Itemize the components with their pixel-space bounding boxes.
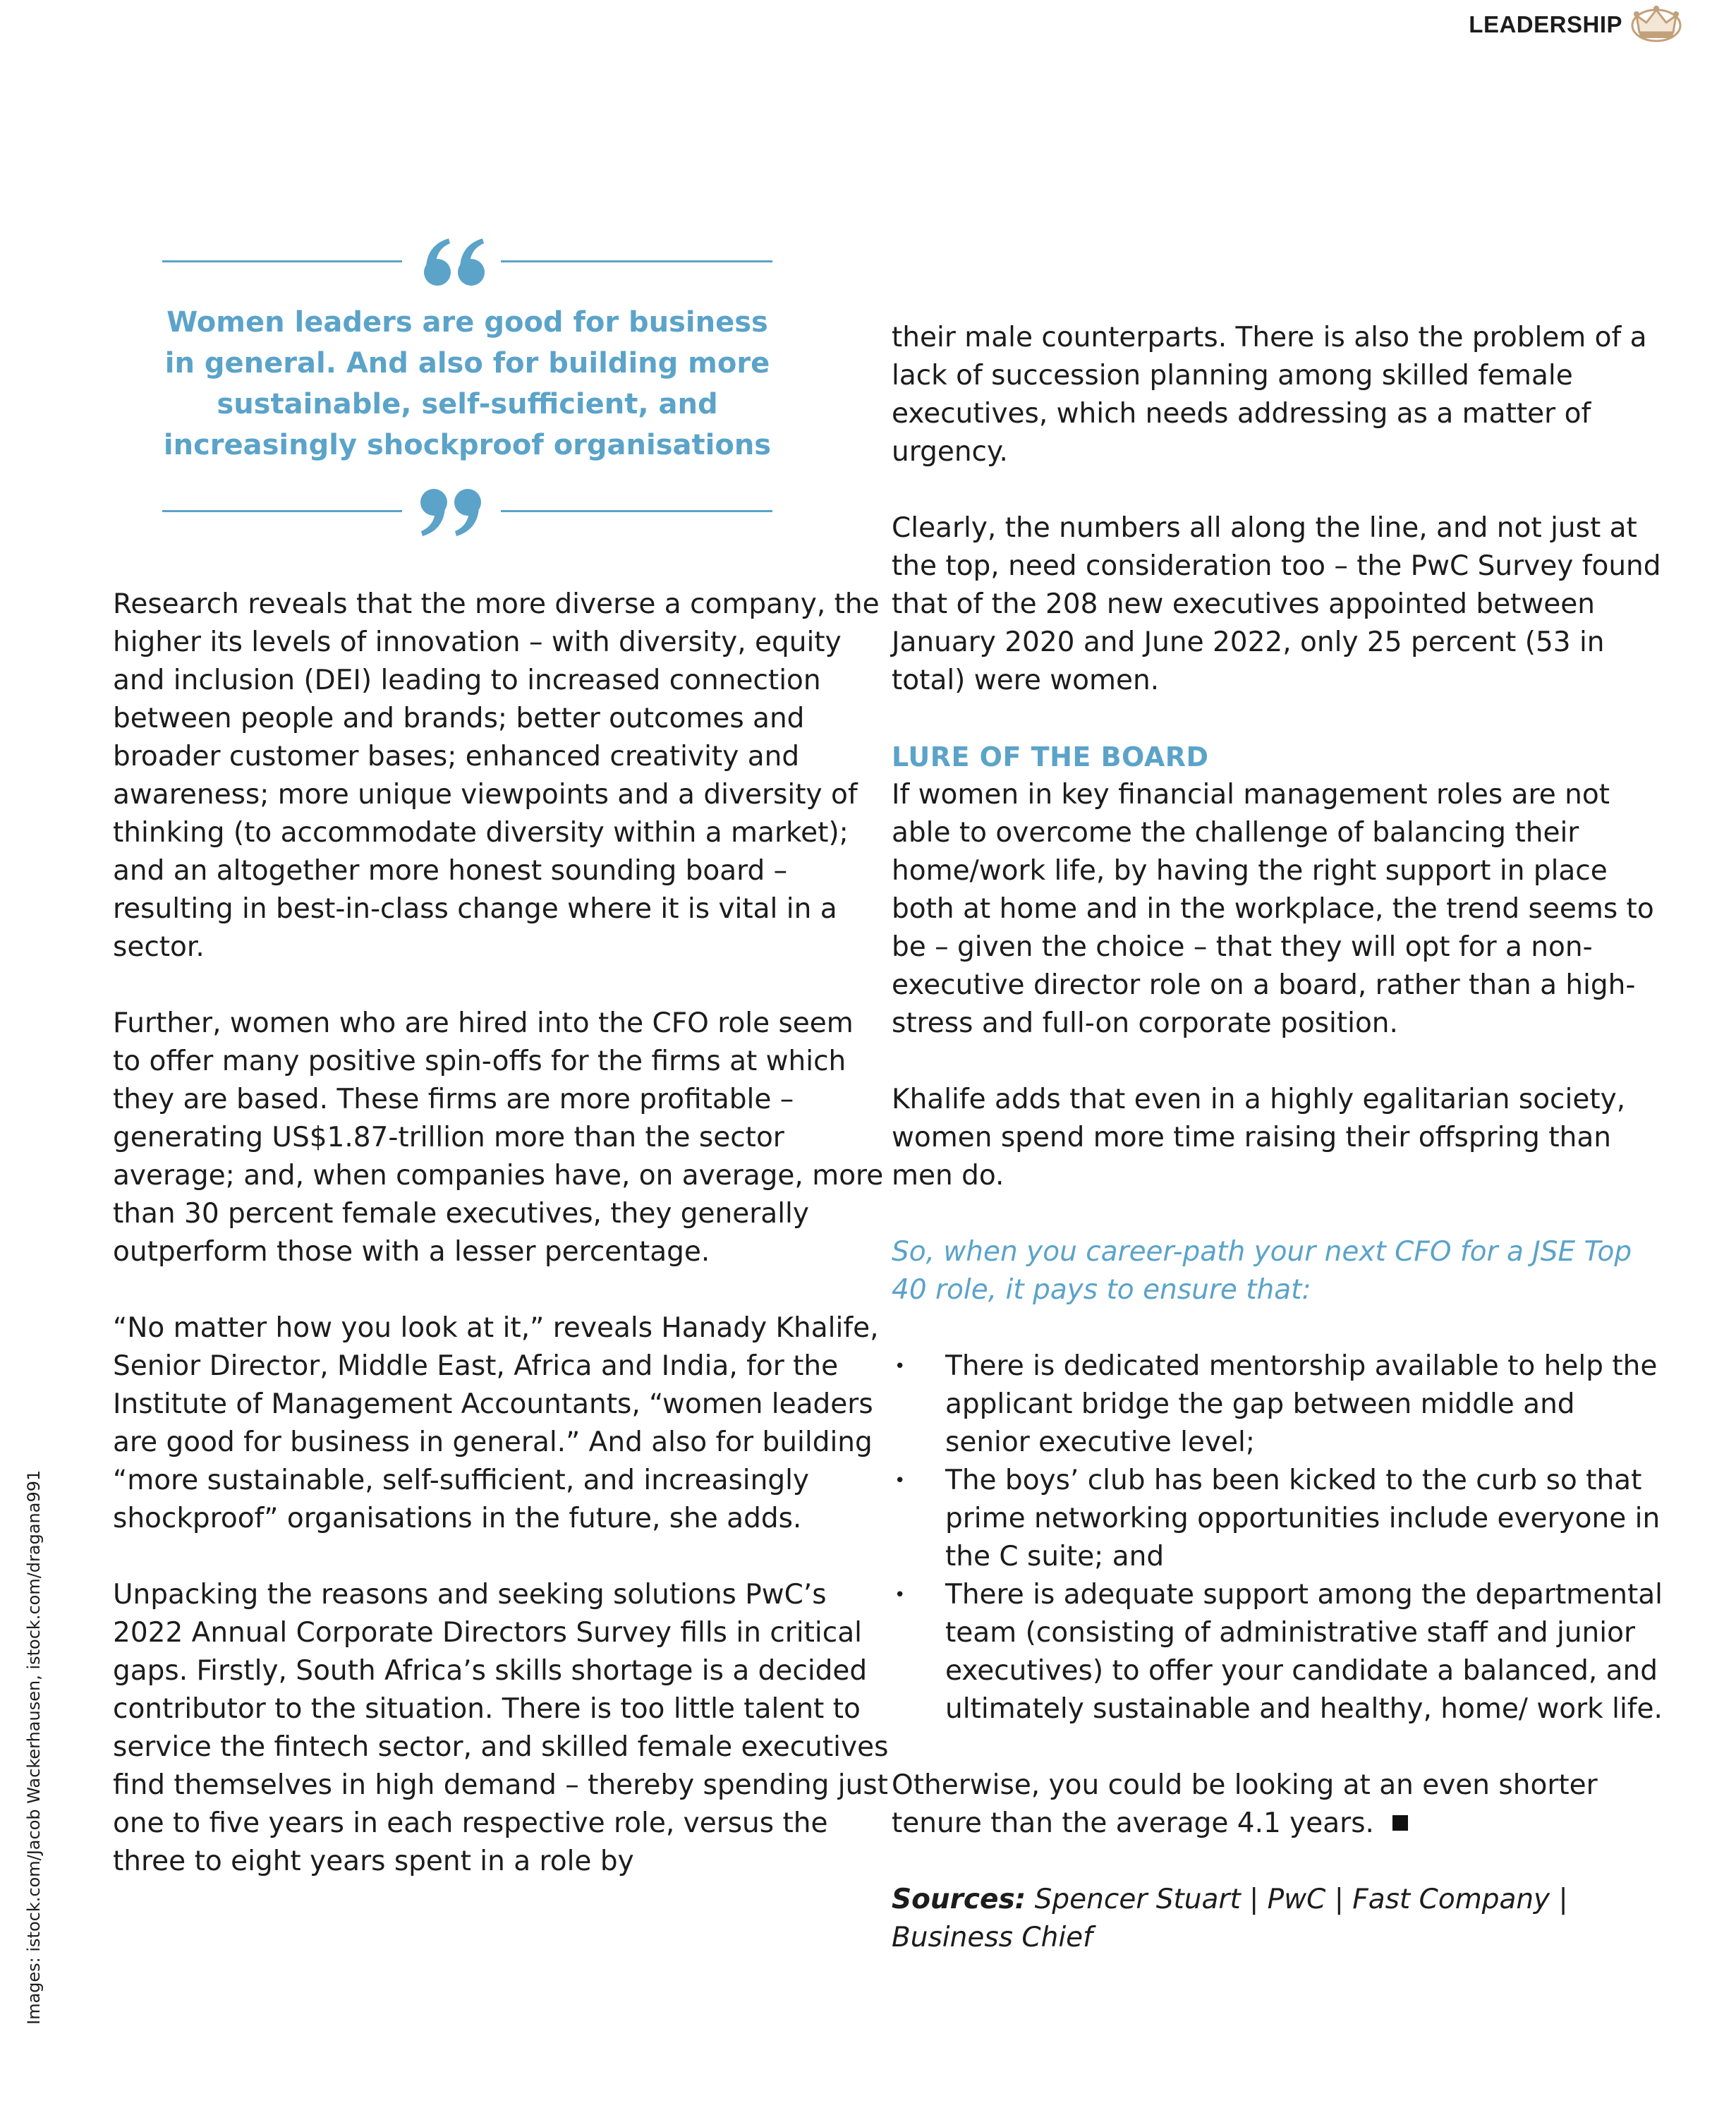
quote-rule-top-left <box>162 260 402 262</box>
sources-text: Spencer Stuart | PwC | Fast Company | Business Chief <box>892 1884 1568 1953</box>
right-column <box>892 319 1668 1995</box>
left-paragraph-3: “No matter how you look at it,” reveals Hanady Khalife, Senior Director, Middle East, Africa and India, for the Institute of Management Accountants, “women leaders are good for business in general.” And also for building “more sustainable, self-sufficient, and increasingly shockproof” organisations in the future, she adds. <box>113 1312 879 1534</box>
pull-quote-text: Women leaders are good for business in general. And also for building more sustainable, self-sufficient, and increasingly shockproof organisations <box>163 306 772 461</box>
right-paragraph-2: Clearly, the numbers all along the line, and not just at the top, need consideration too – the PwC Survey found that of the 208 new executives appointed between January 2020 and June 2022, only 25 percent (53 in total) were women. <box>892 512 1661 696</box>
bullet-item: • The boys’ club has been kicked to the curb so that prime networking opportunities include everyone in the C suite; and <box>892 1462 1668 1576</box>
italic-lead: So, when you career-path your next CFO for a JSE Top 40 role, it pays to ensure that: <box>892 1236 1632 1306</box>
right-paragraph-4: Khalife adds that even in a highly egalitarian society, women spend more time raising their offspring than men do. <box>892 1084 1626 1192</box>
section-label: LEADERSHIP <box>1469 11 1622 37</box>
image-credit: Images: istock.com/Jacob Wackerhausen, istock.com/dragana991 <box>24 1469 44 2025</box>
sources-line <box>892 1881 1668 1957</box>
quote-rule-top-right <box>501 260 772 262</box>
left-paragraph-4: Unpacking the reasons and seeking solutions PwC’s 2022 Annual Corporate Directors Survey fills in critical gaps. Firstly, South Africa’s skills shortage is a decided contributor to the situation. There is too little talent to service the fintech sector, and skilled female executives find themselves in high demand – thereby spending just one to five years in each respective role, versus the three to eight years spent in a role by <box>113 1579 889 1877</box>
close-quote-icon <box>417 487 485 538</box>
closing-paragraph <box>892 1766 1668 1843</box>
left-column <box>113 586 889 1881</box>
quote-rule-bottom-left <box>162 510 402 512</box>
left-paragraph-1: Research reveals that the more diverse a company, the higher its levels of innovation – with diversity, equity and inclusion (DEI) leading to increased connection between people and brands; better outcomes and broader customer bases; enhanced creativity and awareness; more unique viewpoints and a diversity of thinking (to accommodate diversity within a market); and an altogether more honest sounding board – resulting in best-in-class change where it is vital in a sector. <box>113 588 880 963</box>
right-paragraph-1: their male counterparts. There is also the problem of a lack of succession planning among skilled female executives, which needs addressing as a matter of urgency. <box>892 322 1647 468</box>
quote-rule-bottom-right <box>501 510 772 512</box>
bullet-list <box>892 1347 1668 1728</box>
closing-text: Otherwise, you could be looking at an even shorter tenure than the average 4.1 years. <box>892 1769 1598 1839</box>
bullet-item: • There is dedicated mentorship available to help the applicant bridge the gap between middle and senior executive level; <box>892 1347 1668 1462</box>
crown-icon <box>1629 1 1683 44</box>
left-paragraph-2: Further, women who are hired into the CFO role seem to offer many positive spin-offs for the firms at which they are based. These firms are more profitable – generating US$1.87-trillion more than the sector average; and, when companies have, on average, more than 30 percent female executives, they generally outperform those with a lesser percentage. <box>113 1007 884 1268</box>
right-paragraph-3: If women in key financial management roles are not able to overcome the challenge of balancing their home/work life, by having the right support in place both at home and in the workplace, the trend seems to be – given the choice – that they will opt for a non-executive director role on a board, rather than a high-stress and full-on corporate position. <box>892 779 1654 1039</box>
subheading-lure-of-the-board: LURE OF THE BOARD <box>892 741 1209 772</box>
sources-label: Sources: <box>892 1884 1026 1915</box>
bullet-item: • There is adequate support among the departmental team (consisting of administrative staff and junior executives) to offer your candidate a balanced, and ultimately sustainable and healthy, home/ work life. <box>892 1576 1668 1728</box>
open-quote-icon <box>420 237 488 288</box>
end-square-icon <box>1392 1815 1408 1831</box>
